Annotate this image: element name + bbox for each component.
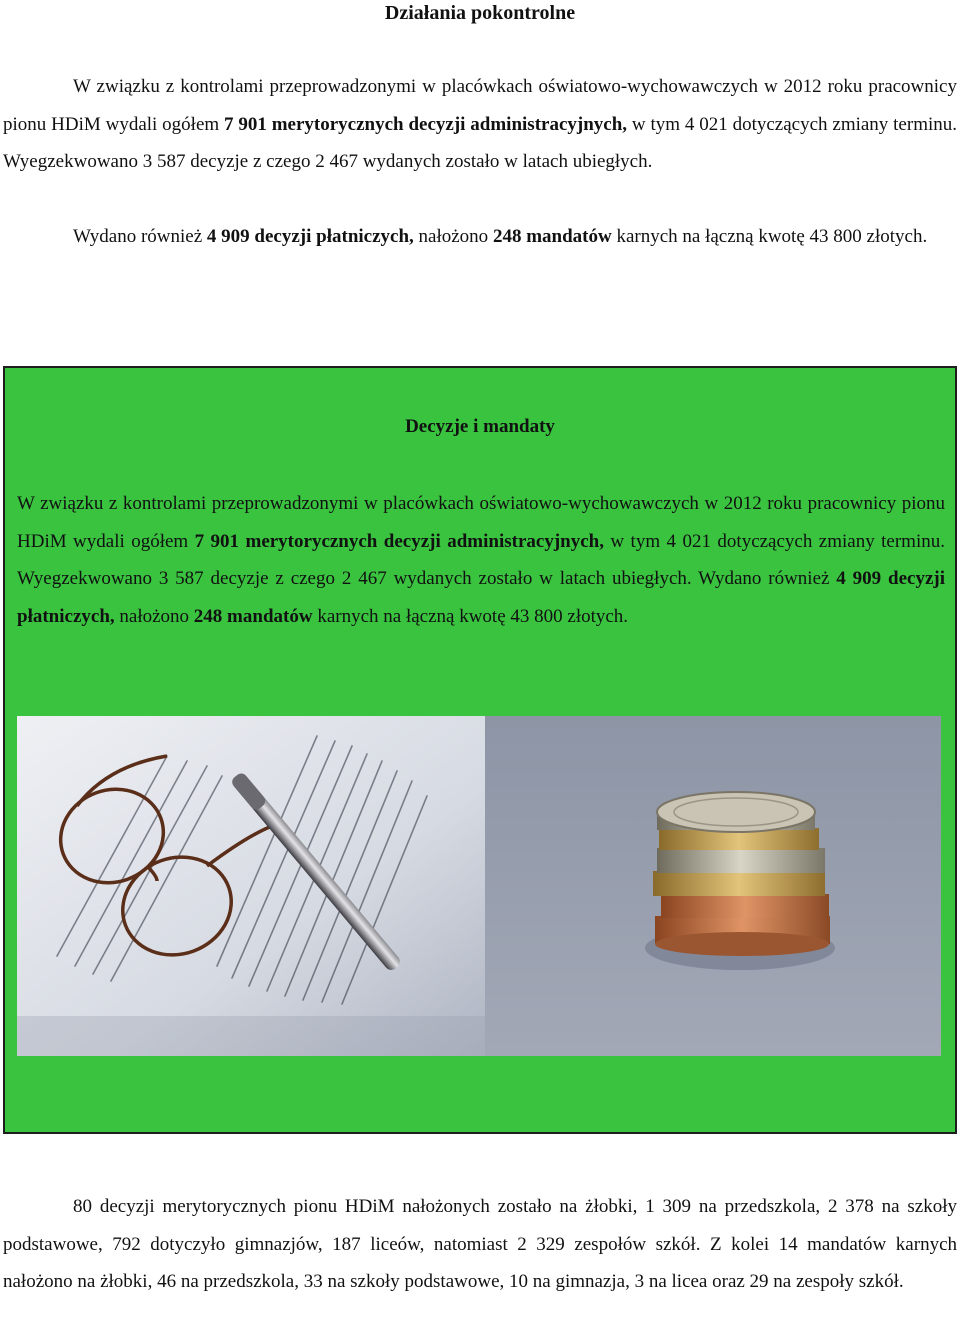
photo-glasses-pen-documents <box>17 716 485 1056</box>
box-text-4: karnych na łączną kwotę 43 800 złotych. <box>312 605 629 627</box>
box-bold-1: 7 901 merytorycznych decyzji administracyjnych, <box>194 530 604 552</box>
intro-p2-bold-2: 248 mandatów <box>492 226 612 247</box>
intro-p1-text-1: W związku z kontrolami przeprowadzonymi w placówkach oświatowo-wychowawczych w 2012 roku pracownicy pionu HDiM wydali ogółem <box>3 76 957 135</box>
intro-paragraph-1 <box>3 68 957 181</box>
intro-p1-text-2: w tym 4 021 dotyczących zmiany terminu. Wyegzekwowano 3 587 decyzje z czego 2 467 wydanych zostało w latach ubiegłych. <box>3 113 958 172</box>
summary-paragraph: 80 decyzji merytorycznych pionu HDiM nałożonych zostało na żłobki, 1 309 na przedszkola, 2 378 na szkoły podstawowe, 792 dotyczyło gimnazjów, 187 liceów, natomiast 2 329 zespołów szkół. Z kolei 14 mandatów karnych nałożono na żłobki, 46 na przedszkola, 33 na szkoły podstawowe, 10 na gimnazja, 3 na licea oraz 29 na zespoły szkół. <box>3 1196 957 1292</box>
page-title: Działania pokontrolne <box>384 2 576 24</box>
intro-p2-text-2: nałożono <box>413 226 493 247</box>
box-text-3: nałożono <box>114 605 194 627</box>
box-bold-3: 248 mandatów <box>193 605 313 627</box>
intro-paragraph-2 <box>3 218 957 256</box>
box-bold-2: 4 909 decyzji płatniczych, <box>17 568 945 627</box>
intro-p2-bold-1: 4 909 decyzji płatniczych, <box>206 226 414 247</box>
decisions-box <box>3 366 957 1134</box>
intro-p2-text-3: karnych na łączną kwotę 43 800 złotych. <box>611 226 928 247</box>
intro-p1-bold-1: 7 901 merytorycznych decyzji administracyjnych, <box>224 113 628 135</box>
box-text-1: W związku z kontrolami przeprowadzonymi w placówkach oświatowo-wychowawczych w 2012 roku pracownicy pionu HDiM wydali ogółem <box>17 493 945 552</box>
box-paragraph <box>17 485 945 635</box>
photo-coin-stack <box>485 716 941 1056</box>
intro-p2-text-1: Wydano również <box>73 226 207 247</box>
box-text-2: w tym 4 021 dotyczących zmiany terminu. Wyegzekwowano 3 587 decyzje z czego 2 467 wydanych zostało w latach ubiegłych. Wydano również <box>17 530 945 589</box>
box-title: Decyzje i mandaty <box>405 416 555 437</box>
